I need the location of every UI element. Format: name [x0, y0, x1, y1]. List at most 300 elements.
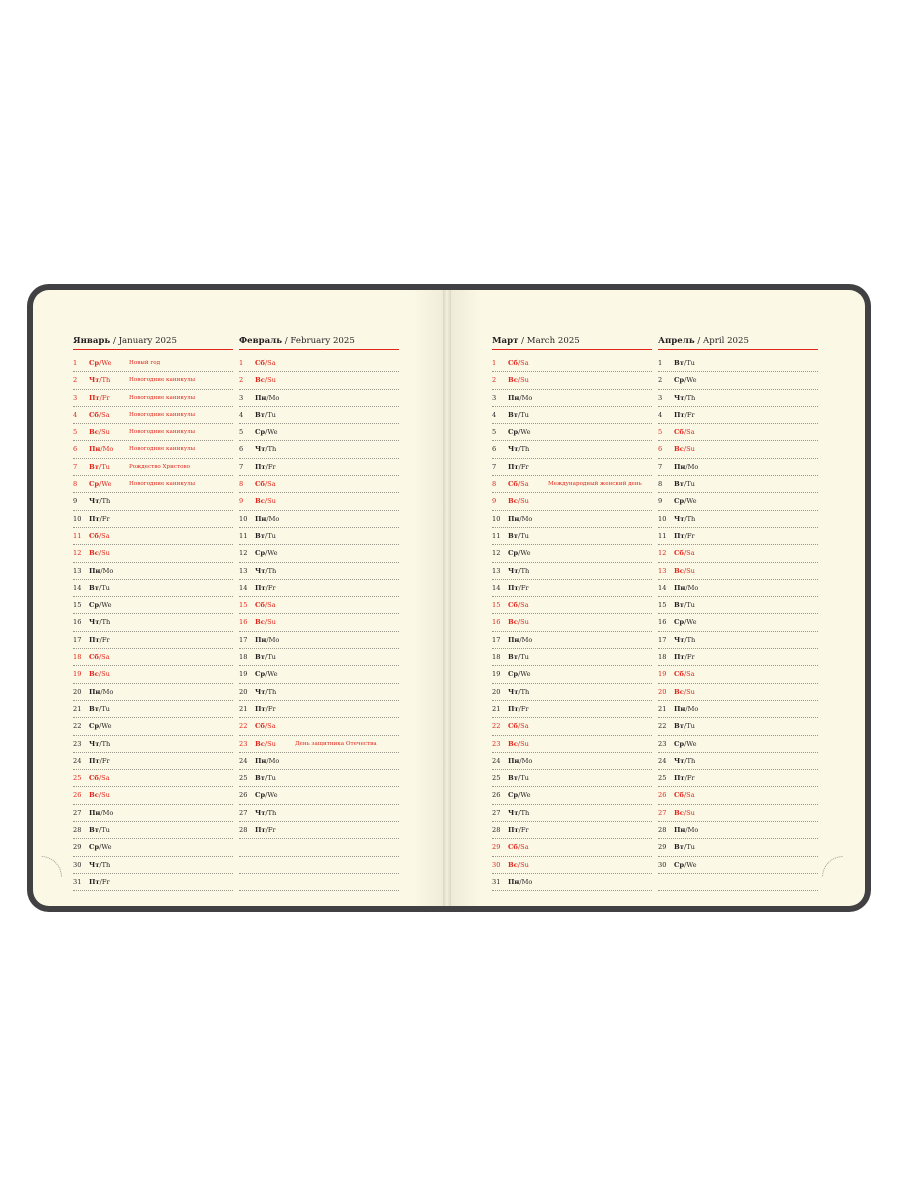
weekday-ru: Пт	[89, 756, 100, 765]
weekday-ru: Сб	[89, 774, 99, 783]
weekday-en: /Tu	[517, 531, 529, 540]
day-number: 2	[658, 376, 663, 385]
day-number: 18	[239, 653, 248, 662]
day-number: 18	[658, 653, 667, 662]
day-row	[492, 770, 652, 787]
day-number: 23	[658, 739, 667, 748]
weekday-ru: Пн	[255, 756, 267, 765]
weekday-en: /Th	[518, 566, 530, 575]
day-number: 5	[239, 428, 244, 437]
holiday-note: Новогодние каникулы	[129, 481, 196, 488]
weekday-ru: Чт	[508, 445, 519, 454]
weekday-ru: Пт	[255, 462, 266, 471]
weekday-ru: Пн	[89, 566, 101, 575]
weekday-ru: Чт	[89, 739, 100, 748]
day-number: 26	[658, 791, 667, 800]
weekday-ru: Вт	[508, 774, 518, 783]
weekday-en: /We	[518, 549, 531, 558]
day-number: 2	[239, 376, 244, 385]
day-number: 1	[73, 359, 78, 367]
day-row	[658, 649, 818, 666]
weekday-en: /Tu	[683, 722, 695, 731]
day-number: 25	[492, 774, 501, 783]
weekday-en: /Mo	[685, 704, 699, 713]
day-row	[658, 632, 818, 649]
day-row	[73, 424, 233, 441]
weekday-en: /We	[684, 376, 697, 385]
day-number: 13	[239, 566, 248, 575]
day-row	[73, 528, 233, 545]
day-row	[492, 580, 652, 597]
day-row	[239, 701, 399, 718]
weekday-en: /Fr	[518, 583, 529, 592]
day-row	[73, 805, 233, 822]
month-april	[658, 333, 818, 891]
day-number: 10	[492, 514, 501, 523]
weekday-en: /Tu	[264, 653, 276, 662]
day-number: 12	[73, 549, 82, 558]
day-number: 5	[73, 428, 78, 437]
weekday-ru: Чт	[508, 808, 519, 817]
weekday-ru: Пн	[89, 445, 101, 454]
weekday-en: /We	[684, 860, 697, 869]
weekday-en: /We	[518, 670, 531, 679]
weekday-ru: Чт	[508, 566, 519, 575]
day-number: 27	[73, 808, 82, 817]
day-row	[239, 770, 399, 787]
weekday-en: /We	[265, 428, 278, 437]
weekday-en: /Tu	[264, 531, 276, 540]
weekday-en: /Fr	[265, 583, 276, 592]
weekday-ru: Ср	[508, 549, 519, 558]
day-number: 9	[239, 497, 244, 506]
weekday-en: /Sa	[98, 410, 110, 419]
day-row	[239, 476, 399, 493]
weekday-en: /Fr	[99, 877, 110, 886]
weekday-ru: Пн	[674, 462, 686, 471]
weekday-en: /Su	[98, 791, 110, 800]
weekday-en: /Tu	[683, 359, 695, 367]
weekday-ru: Сб	[508, 722, 518, 731]
day-row	[73, 441, 233, 458]
day-number: 4	[73, 410, 78, 419]
weekday-en: /Su	[517, 860, 529, 869]
weekday-en: /We	[99, 480, 112, 489]
weekday-ru: Сб	[255, 722, 265, 731]
weekday-ru: Пт	[508, 704, 519, 713]
weekday-ru: Пт	[674, 531, 685, 540]
weekday-ru: Пт	[89, 635, 100, 644]
weekday-ru: Пн	[89, 687, 101, 696]
day-row	[658, 459, 818, 476]
day-number: 17	[492, 635, 501, 644]
day-number: 16	[73, 618, 82, 627]
weekday-en: /Mo	[519, 393, 533, 402]
day-row	[492, 839, 652, 856]
day-number: 11	[492, 531, 501, 540]
weekday-en: /Th	[684, 514, 696, 523]
weekday-ru: Пт	[674, 653, 685, 662]
weekday-en: /Mo	[685, 583, 699, 592]
day-number: 15	[492, 601, 501, 610]
weekday-ru: Вт	[89, 462, 99, 471]
day-number: 26	[492, 791, 501, 800]
day-number: 8	[73, 480, 78, 489]
month-title-en: / March 2025	[518, 336, 580, 346]
day-number: 25	[239, 774, 248, 783]
day-number: 22	[492, 722, 501, 731]
weekday-en: /Mo	[100, 808, 114, 817]
day-number: 29	[492, 843, 501, 852]
holiday-note: Новогодние каникулы	[129, 394, 196, 401]
holiday-note: Новогодние каникулы	[129, 377, 196, 384]
weekday-ru: Пт	[89, 393, 100, 402]
day-row	[492, 424, 652, 441]
day-row	[658, 511, 818, 528]
day-row	[73, 511, 233, 528]
weekday-ru: Пн	[508, 514, 520, 523]
weekday-ru: Чт	[674, 393, 685, 402]
weekday-en: /Th	[99, 618, 111, 627]
day-row	[658, 372, 818, 389]
day-number: 22	[658, 722, 667, 731]
day-row	[239, 822, 399, 839]
weekday-en: /We	[265, 791, 278, 800]
weekday-ru: Вт	[674, 601, 684, 610]
day-row	[239, 632, 399, 649]
weekday-ru: Вт	[508, 531, 518, 540]
weekday-ru: Вт	[508, 653, 518, 662]
day-row	[73, 822, 233, 839]
day-row	[492, 545, 652, 562]
weekday-ru: Вс	[89, 670, 99, 679]
weekday-en: /Mo	[266, 635, 280, 644]
day-row	[73, 649, 233, 666]
weekday-en: /Su	[264, 497, 276, 506]
weekday-ru: Вс	[674, 687, 684, 696]
day-row	[492, 736, 652, 753]
weekday-ru: Пн	[508, 756, 520, 765]
day-number: 15	[73, 601, 82, 610]
weekday-ru: Чт	[674, 635, 685, 644]
weekday-ru: Сб	[89, 410, 99, 419]
weekday-ru: Пн	[255, 514, 267, 523]
month-title-en: / February 2025	[282, 336, 355, 346]
day-number: 13	[658, 566, 667, 575]
weekday-en: /Th	[518, 687, 530, 696]
day-number: 13	[73, 566, 82, 575]
day-row	[239, 736, 399, 753]
day-row	[73, 476, 233, 493]
day-number: 29	[658, 843, 667, 852]
day-number: 21	[658, 704, 667, 713]
weekday-en: /Mo	[519, 635, 533, 644]
weekday-en: /We	[99, 359, 112, 367]
weekday-en: /We	[684, 739, 697, 748]
day-number: 3	[239, 393, 244, 402]
weekday-en: /Fr	[684, 774, 695, 783]
day-row	[239, 614, 399, 631]
day-row	[73, 857, 233, 874]
day-row	[239, 355, 399, 372]
weekday-ru: Ср	[508, 428, 519, 437]
weekday-en: /Th	[684, 635, 696, 644]
day-number: 7	[73, 462, 78, 471]
day-row	[239, 857, 399, 874]
day-number: 28	[73, 826, 82, 835]
weekday-en: /Su	[264, 376, 276, 385]
weekday-en: /Sa	[98, 774, 110, 783]
day-number: 18	[73, 653, 82, 662]
weekday-ru: Пн	[89, 808, 101, 817]
month-title	[239, 333, 399, 350]
weekday-en: /Tu	[683, 480, 695, 489]
weekday-ru: Вт	[255, 774, 265, 783]
weekday-en: /Fr	[265, 462, 276, 471]
day-row	[658, 684, 818, 701]
weekday-ru: Ср	[255, 549, 266, 558]
day-number: 10	[658, 514, 667, 523]
day-row	[492, 459, 652, 476]
day-number: 7	[658, 462, 663, 471]
weekday-ru: Пт	[255, 704, 266, 713]
weekday-en: /Sa	[517, 480, 529, 489]
weekday-ru: Ср	[89, 359, 100, 367]
day-row	[239, 563, 399, 580]
day-number: 3	[492, 393, 497, 402]
weekday-ru: Пт	[89, 514, 100, 523]
day-number: 4	[492, 410, 497, 419]
weekday-ru: Сб	[508, 480, 518, 489]
day-row	[239, 839, 399, 856]
month-january	[73, 333, 233, 891]
weekday-en: /Su	[517, 376, 529, 385]
weekday-en: /Fr	[518, 462, 529, 471]
day-number: 25	[73, 774, 82, 783]
weekday-ru: Ср	[508, 670, 519, 679]
weekday-ru: Вс	[255, 376, 265, 385]
holiday-note: Новогодние каникулы	[129, 446, 196, 453]
day-number: 15	[658, 601, 667, 610]
day-row	[492, 701, 652, 718]
weekday-en: /We	[99, 843, 112, 852]
day-row	[492, 563, 652, 580]
day-number: 23	[239, 739, 248, 748]
weekday-ru: Сб	[255, 359, 265, 367]
day-row	[239, 666, 399, 683]
day-number: 13	[492, 566, 501, 575]
weekday-ru: Сб	[508, 601, 518, 610]
weekday-en: /Sa	[683, 791, 695, 800]
weekday-en: /Sa	[517, 843, 529, 852]
day-row	[658, 563, 818, 580]
day-row	[73, 355, 233, 372]
weekday-ru: Вс	[508, 497, 518, 506]
weekday-ru: Вт	[89, 826, 99, 835]
weekday-ru: Чт	[508, 687, 519, 696]
weekday-en: /Fr	[684, 531, 695, 540]
weekday-en: /Tu	[98, 583, 110, 592]
day-number: 20	[239, 687, 248, 696]
weekday-ru: Чт	[89, 860, 100, 869]
day-row	[239, 874, 399, 891]
weekday-en: /Tu	[683, 601, 695, 610]
weekday-ru: Сб	[674, 428, 684, 437]
weekday-en: /Fr	[99, 635, 110, 644]
day-number: 30	[73, 860, 82, 869]
day-number: 21	[73, 704, 82, 713]
month-title-ru: Март	[492, 336, 519, 346]
weekday-en: /Fr	[684, 410, 695, 419]
weekday-en: /We	[265, 670, 278, 679]
day-row	[239, 597, 399, 614]
weekday-ru: Вт	[89, 704, 99, 713]
day-row	[239, 528, 399, 545]
weekday-en: /Mo	[685, 826, 699, 835]
weekday-en: /Mo	[100, 566, 114, 575]
weekday-ru: Ср	[674, 497, 685, 506]
day-row	[239, 407, 399, 424]
day-list	[239, 355, 399, 891]
weekday-ru: Вс	[674, 808, 684, 817]
day-row	[658, 736, 818, 753]
day-row	[239, 424, 399, 441]
weekday-en: /We	[684, 497, 697, 506]
weekday-ru: Вс	[255, 497, 265, 506]
day-row	[658, 597, 818, 614]
weekday-en: /Su	[683, 808, 695, 817]
weekday-en: /Su	[517, 497, 529, 506]
day-row	[658, 857, 818, 874]
month-title	[658, 333, 818, 350]
weekday-en: /Sa	[683, 549, 695, 558]
weekday-en: /Mo	[266, 393, 280, 402]
day-row	[239, 580, 399, 597]
weekday-ru: Вт	[255, 653, 265, 662]
weekday-ru: Вт	[508, 410, 518, 419]
planner-spine	[443, 290, 451, 906]
weekday-ru: Вс	[674, 445, 684, 454]
weekday-en: /Su	[517, 739, 529, 748]
day-number: 20	[658, 687, 667, 696]
weekday-ru: Сб	[89, 653, 99, 662]
day-row	[658, 424, 818, 441]
weekday-ru: Чт	[255, 445, 266, 454]
day-number: 10	[239, 514, 248, 523]
day-row	[658, 718, 818, 735]
day-number: 25	[658, 774, 667, 783]
day-row	[658, 493, 818, 510]
day-number: 23	[492, 739, 501, 748]
day-number: 22	[239, 722, 248, 731]
day-number: 14	[658, 583, 667, 592]
month-title-ru: Январь	[73, 336, 111, 346]
day-row	[492, 528, 652, 545]
holiday-note: Новогодние каникулы	[129, 429, 196, 436]
weekday-en: /Mo	[100, 445, 114, 454]
weekday-ru: Сб	[255, 601, 265, 610]
day-number: 20	[73, 687, 82, 696]
weekday-ru: Чт	[255, 808, 266, 817]
day-row	[73, 372, 233, 389]
weekday-en: /Sa	[683, 428, 695, 437]
day-row	[492, 822, 652, 839]
day-row	[239, 649, 399, 666]
day-row	[658, 822, 818, 839]
day-row	[239, 545, 399, 562]
weekday-en: /Sa	[264, 601, 276, 610]
day-number: 3	[73, 393, 78, 402]
day-row	[239, 459, 399, 476]
weekday-ru: Вс	[508, 376, 518, 385]
weekday-ru: Сб	[674, 670, 684, 679]
weekday-ru: Вс	[508, 618, 518, 627]
weekday-en: /Fr	[99, 514, 110, 523]
weekday-ru: Сб	[89, 531, 99, 540]
day-row	[492, 857, 652, 874]
weekday-en: /Sa	[264, 480, 276, 489]
day-number: 16	[239, 618, 248, 627]
month-title-en: / January 2025	[110, 336, 177, 346]
day-row	[73, 874, 233, 891]
weekday-ru: Пт	[89, 877, 100, 886]
month-title-ru: Февраль	[239, 336, 283, 346]
day-number: 19	[239, 670, 248, 679]
weekday-en: /Sa	[98, 531, 110, 540]
month-title	[492, 333, 652, 350]
weekday-ru: Сб	[674, 549, 684, 558]
day-row	[73, 563, 233, 580]
weekday-en: /Fr	[684, 653, 695, 662]
day-row	[73, 684, 233, 701]
weekday-ru: Вс	[508, 739, 518, 748]
weekday-en: /Mo	[685, 462, 699, 471]
weekday-en: /Tu	[517, 774, 529, 783]
day-number: 23	[73, 739, 82, 748]
weekday-en: /Th	[518, 808, 530, 817]
day-row	[492, 632, 652, 649]
weekday-ru: Сб	[255, 480, 265, 489]
holiday-note: День защитника Отечества	[295, 740, 377, 747]
weekday-ru: Пн	[674, 826, 686, 835]
weekday-en: /Su	[683, 566, 695, 575]
day-number: 8	[239, 480, 244, 489]
day-number: 22	[73, 722, 82, 731]
day-row	[658, 545, 818, 562]
day-number: 24	[658, 756, 667, 765]
day-row	[658, 407, 818, 424]
day-row	[492, 614, 652, 631]
weekday-en: /Mo	[266, 756, 280, 765]
day-number: 27	[658, 808, 667, 817]
weekday-en: /Th	[265, 808, 277, 817]
weekday-en: /Sa	[683, 670, 695, 679]
day-number: 19	[73, 670, 82, 679]
day-row	[239, 787, 399, 804]
day-number: 28	[658, 826, 667, 835]
day-row	[73, 839, 233, 856]
weekday-en: /We	[684, 618, 697, 627]
weekday-en: /Fr	[518, 704, 529, 713]
weekday-en: /Tu	[264, 410, 276, 419]
weekday-ru: Ср	[89, 601, 100, 610]
weekday-ru: Вс	[89, 549, 99, 558]
day-number: 3	[658, 393, 663, 402]
day-row	[658, 355, 818, 372]
weekday-en: /We	[99, 722, 112, 731]
day-number: 11	[239, 531, 248, 540]
day-row	[239, 753, 399, 770]
